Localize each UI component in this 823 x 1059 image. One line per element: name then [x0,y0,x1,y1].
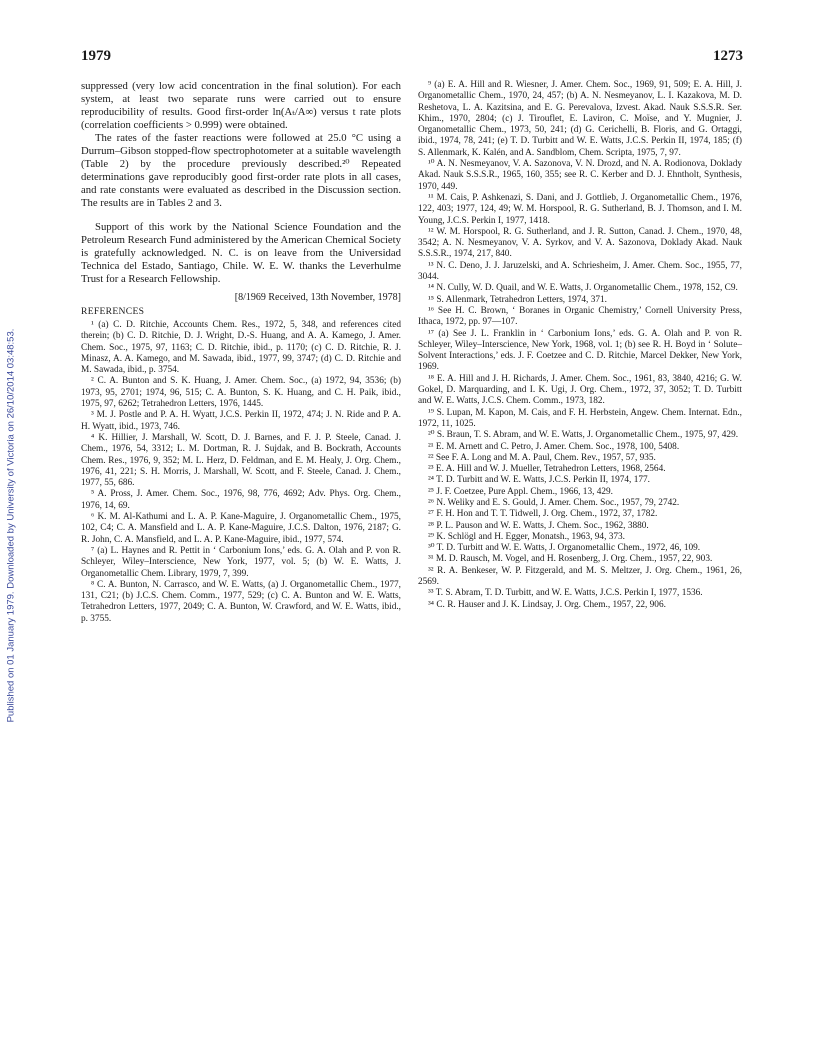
reference-item: ³² R. A. Benkeser, W. P. Fitzgerald, and M. S. Meltzer, J. Org. Chem., 1961, 26, 2569. [418,565,742,588]
reference-item: ³¹ M. D. Rausch, M. Vogel, and H. Rosenberg, J. Org. Chem., 1957, 22, 903. [428,554,713,565]
page-number: 1273 [713,48,743,64]
right-column [418,80,742,611]
received-date: [8/1969 Received, 13th November, 1978] [234,292,401,303]
reference-item: ¹³ N. C. Deno, J. J. Jaruzelski, and A. Schriesheim, J. Amer. Chem. Soc., 1955, 77, 3044. [418,260,742,283]
reference-item: ⁵ A. Pross, J. Amer. Chem. Soc., 1976, 98, 776, 4692; Adv. Phys. Org. Chem., 1976, 14, 69. [81,489,401,511]
reference-item: ²⁰ S. Braun, T. S. Abram, and W. E. Watts, J. Organometallic Chem., 1975, 97, 429. [428,430,739,441]
reference-item: ³³ T. S. Abram, T. D. Turbitt, and W. E. Watts, J.C.S. Perkin I, 1977, 1536. [428,588,703,599]
reference-item: ²⁶ N. Weliky and E. S. Gould, J. Amer. Chem. Soc., 1957, 79, 2742. [428,497,680,508]
reference-item: ²¹ E. M. Arnett and C. Petro, J. Amer. Chem. Soc., 1978, 100, 5408. [428,441,680,452]
download-watermark: Published on 01 January 1979. Downloaded by University of Victoria on 26/10/2014 03:48:53. [5,328,17,723]
reference-item: ¹⁸ E. A. Hill and J. H. Richards, J. Amer. Chem. Soc., 1961, 83, 3840, 4216; G. W. Gokel, D. Marquarding, and I. K. Ugi, J. Org. Chem., 1972, 37, 3052; T. D. Turbitt and W. E. Watts, J.C.S. Chem. Comm., 1973, 182. [418,373,742,407]
reference-item: ³⁴ C. R. Hauser and J. K. Lindsay, J. Org. Chem., 1957, 22, 906. [428,599,666,610]
references-heading: REFERENCES [81,306,145,317]
reference-item: ¹ (a) C. D. Ritchie, Accounts Chem. Res., 1972, 5, 348, and references cited therein; (b) C. D. Ritchie, D. J. Wright, D.-S. Huang, and A. A. Kamego, J. Amer. Chem. Soc., 1975, 97, 1163; C. D. Ritchie, ibid., p. 1170; (c) C. D. Ritchie, R. J. Minasz, A. A. Kamego, and M. Sawada, ibid., 1977, 99, 3747; (d) C. D. Ritchie and M. Sawada, ibid., p. 3754. [81,320,401,376]
reference-item: ¹⁹ S. Lupan, M. Kapon, M. Cais, and F. H. Herbstein, Angew. Chem. Internat. Edn., 1972, 11, 1025. [418,407,742,429]
body-paragraph-1: suppressed (very low acid concentration in the final solution). For each system, at least two separate runs were carried out to ensure reproducibility of results. Good first-order ln(Aₜ/A∞) versus t rate plots (correlation coefficients > 0.999) were obtained. [81,80,401,131]
left-column [81,80,401,625]
journal-year: 1979 [81,48,111,64]
body-paragraph-2: The rates of the faster reactions were followed at 25.0 °C using a Durrum–Gibson stopped-flow spectrophotometer at a suitable wavelength (Table 2) by the procedure previously described.²⁰ Repeated determinations gave reproducibly good first-order rate plots in all cases, and rate constants were evaluated as described in the Discussion section. The results are in Tables 2 and 3. [81,132,401,209]
reference-item: ⁷ (a) L. Haynes and R. Pettit in ‘ Carbonium Ions,’ eds. G. A. Olah and P. von R. Schleyer, Wiley–Interscience, New York, 1977, vol. 5; (b) W. E. Watts, J. Organometallic Chem. Library, 1979, 7, 399. [81,545,401,579]
reference-item: ²² See F. A. Long and M. A. Paul, Chem. Rev., 1957, 57, 935. [428,452,656,463]
reference-item: ²⁷ F. H. Hon and T. T. Tidwell, J. Org. Chem., 1972, 37, 1782. [428,509,658,520]
reference-item: ²⁴ T. D. Turbitt and W. E. Watts, J.C.S. Perkin II, 1974, 177. [428,475,650,486]
reference-item: ⁶ K. M. Al-Kathumi and L. A. P. Kane-Maguire, J. Organometallic Chem., 1975, 102, C4; C. A. Mansfield and L. A. P. Kane-Maguire, J.C.S. Dalton, 1976, 2187; G. R. John, C. A. Mansfield, and L. A. P. Kane-Maguire, ibid., 1977, 574. [81,512,401,545]
reference-item: ³⁰ T. D. Turbitt and W. E. Watts, J. Organometallic Chem., 1972, 46, 109. [428,543,701,554]
references-right-list [418,80,742,611]
references-left-list [81,320,401,625]
reference-item: ²³ E. A. Hill and W. J. Mueller, Tetrahedron Letters, 1968, 2564. [428,464,666,475]
reference-item: ⁸ C. A. Bunton, N. Carrasco, and W. E. Watts, (a) J. Organometallic Chem., 1977, 131, C21; (b) J.C.S. Chem. Comm., 1977, 529; (c) C. A. Bunton and W. E. Watts, Tetrahedron Letters, 1977, 2049; C. A. Bunton, W. Crawford, and W. E. Watts, ibid., p. 3755. [81,579,401,624]
reference-item: ²⁹ K. Schlögl and H. Egger, Monatsh., 1963, 94, 373. [428,531,626,542]
reference-item: ¹² W. M. Horspool, R. G. Sutherland, and J. R. Sutton, Canad. J. Chem., 1970, 48, 3542; A. N. Nesmeyanov, V. A. Syrkov, and V. A. Sazonova, Doklady Akad. Nauk S.S.S.R., 1974, 217, 840. [418,226,742,260]
reference-item: ²⁸ P. L. Pauson and W. E. Watts, J. Chem. Soc., 1962, 3880. [428,520,649,531]
reference-item: ¹⁶ See H. C. Brown, ‘ Boranes in Organic Chemistry,’ Cornell University Press, Ithaca, 1972, pp. 97—107. [418,305,742,328]
reference-item: ³ M. J. Postle and P. A. H. Wyatt, J.C.S. Perkin II, 1972, 474; J. N. Ride and P. A. H. Wyatt, ibid., 1973, 746. [81,410,401,432]
reference-item: ¹⁷ (a) See J. L. Franklin in ‘ Carbonium Ions,’ eds. G. A. Olah and P. von R. Schleyer, Wiley–Interscience, New York, 1968, vol. 1; (b) see R. H. Boyd in ‘ Solute–Solvent Interactions,’ eds. J. F. Coetzee and C. D. Ritchie, Marcel Dekker, New York, 1969. [418,328,742,373]
acknowledgements: Support of this work by the National Science Foundation and the Petroleum Research Fund administered by the American Chemical Society is gratefully acknowledged. N. C. is on leave from the Universidad Technica del Estado, Santiago, Chile. W. E. W. thanks the Leverhulme Trust for a Research Fellowship. [81,221,401,285]
reference-item: ¹⁰ A. N. Nesmeyanov, V. A. Sazonova, V. N. Drozd, and N. A. Rodionova, Doklady Akad. Nauk S.S.S.R., 1965, 160, 355; see R. C. Kerber and D. J. Ehntholt, Synthesis, 1970, 449. [418,159,742,192]
reference-item: ¹⁴ N. Cully, W. D. Quail, and W. E. Watts, J. Organometallic Chem., 1978, 152, C9. [428,283,738,294]
reference-item: ⁹ (a) E. A. Hill and R. Wiesner, J. Amer. Chem. Soc., 1969, 91, 509; E. A. Hill, J. Organometallic Chem., 1970, 24, 457; (b) A. N. Nesmeyanov, L. I. Kazakova, M. D. Reshetova, L. A. Kazitsina, and E. G. Perevalova, Izvest. Akad. Nauk S.S.S.R. Ser. Khim., 1970, 2804; (c) J. Tirouflet, E. Laviron, C. Moïse, and Y. Mugnier, J. Organometallic Chem., 1973, 50, 241; (d) G. Cerichelli, B. Floris, and G. Ortaggi, ibid., 1974, 78, 241; (e) T. D. Turbitt and W. E. Watts, J.C.S. Perkin II, 1974, 185; (f) S. Allenmark, K. Kalén, and A. Sandblom, Chem. Scripta, 1975, 7, 97. [418,80,742,158]
reference-item: ¹⁵ S. Allenmark, Tetrahedron Letters, 1974, 371. [428,294,607,305]
reference-item: ⁴ K. Hillier, J. Marshall, W. Scott, D. J. Barnes, and F. J. P. Steele, Canad. J. Chem., 1976, 54, 3312; L. M. Dortman, R. J. Sujdak, and B. Bockrath, Accounts Chem. Res., 1976, 9, 352; M. L. Herz, D. Feldman, and E. M. Healy, J. Org. Chem., 1976, 41, 221; S. H. Morris, J. Marshall, W. Scott, and F. Steele, Canad. J. Chem., 1977, 55, 686. [81,432,401,489]
reference-item: ¹¹ M. Cais, P. Ashkenazi, S. Dani, and J. Gottlieb, J. Organometallic Chem., 1976, 122, 403; 1977, 124, 49; W. M. Horspool, R. G. Sutherland, B. J. Thomson, and I. M. Young, J.C.S. Perkin I, 1977, 1418. [418,192,742,226]
reference-item: ²⁵ J. F. Coetzee, Pure Appl. Chem., 1966, 13, 429. [428,486,614,497]
reference-item: ² C. A. Bunton and S. K. Huang, J. Amer. Chem. Soc., (a) 1972, 94, 3536; (b) 1973, 95, 2701; 1974, 96, 515; C. A. Bunton, S. K. Huang, and C. H. Paik, ibid., 1975, 97, 6262; Tetrahedron Letters, 1976, 1445. [81,376,401,410]
